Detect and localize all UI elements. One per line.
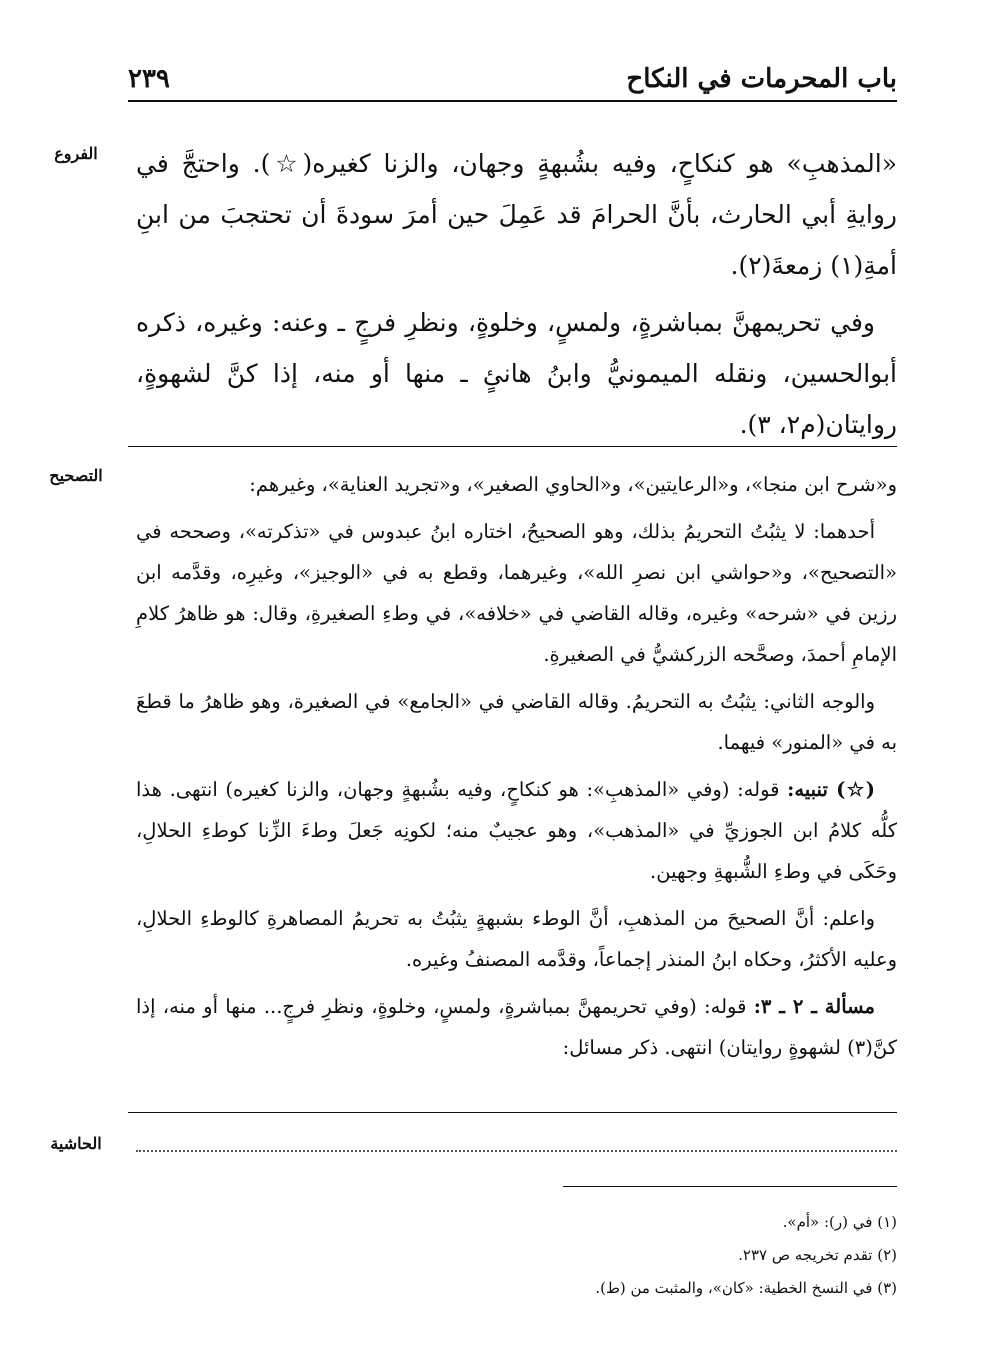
page-number: ٢٣٩ (128, 64, 170, 94)
main-paragraph-2: وفي تحريمهنَّ بمباشرةٍ، ولمسٍ، وخلوةٍ، ونظرِ فرجٍ ـ وعنه: وغيره، ذكره أبوالحسين، ونقله الميمونيُّ وابنُ هانئٍ ـ منها أو منه، إذا كنَّ لشهوةٍ، روايتان(م٢، ٣). (136, 308, 897, 439)
correction-paragraph-5: واعلم: أنَّ الصحيحَ من المذهبِ، أنَّ الوطء بشبهةٍ يثبُتُ به تحريمُ المصاهرةِ كالوطءِ الحلالِ، وعليه الأكثرُ، وحكاه ابنُ المنذر إجماعاً، وقدَّمه المصنفُ وغيره. (136, 907, 897, 971)
header-rule (128, 100, 897, 102)
section-rule-1 (128, 446, 897, 447)
footnote-rule (563, 1186, 897, 1187)
footnote-2: (٢) تقدم تخريجه ص ٢٣٧. (738, 1246, 897, 1264)
correction-paragraph-6 (136, 986, 897, 1068)
main-text (136, 138, 897, 450)
footnotes (136, 1206, 897, 1305)
correction-text (136, 464, 897, 1068)
correction-paragraph-3: والوجه الثاني: يثبُتُ به التحريمُ. وقاله القاضي في «الجامع» في الصغيرة، وهو ظاهرُ ما قطعَ به في «المنور» فيهما. (136, 690, 897, 754)
hashiya-dotted-line (136, 1150, 897, 1152)
masala-text: قوله: (وفي تحريمهنَّ بمباشرةٍ، ولمسٍ، وخلوةٍ، ونظرِ فرجٍ... منها أو منه، إذا كنَّ(٣) لشهوةٍ روايتان) انتهى. ذكر مسائل: (136, 995, 897, 1059)
running-header-title: باب المحرمات في النكاح (626, 64, 897, 94)
correction-paragraph-1: و«شرح ابن منجا»، و«الرعايتين»، و«الحاوي الصغير»، و«تجريد العناية»، وغيرهم: (249, 473, 897, 496)
margin-label-tashih: التصحيح (49, 466, 103, 485)
footnote-1: (١) في (ر): «أم». (782, 1213, 897, 1231)
masala-label: مسألة ـ ٢ ـ ٣: (753, 995, 875, 1018)
main-paragraph-1: «المذهبِ» هو كنكاحٍ، وفيه بشُبهةٍ وجهان، والزنا كغيره(☆). واحتجَّ في روايةِ أبي الحارث، بأنَّ الحرامَ قد عَمِلَ حين أمرَ سودةَ أن تحتجبَ من ابنِ أمةِ(١) زمعةَ(٢). (136, 149, 897, 280)
margin-label-furu: الفروع (54, 144, 98, 163)
correction-paragraph-4 (136, 769, 897, 892)
tanbih-text: قوله: (وفي «المذهبِ»: هو كنكاحٍ، وفيه بشُبهةٍ وجهان، والزنا كغيره) انتهى. هذا كلُّه كلامُ ابن الجوزيِّ في «المذهب»، وهو عجيبٌ منه؛ لكونِه جَعلَ وطءَ الزِّنا كوطءِ الحلالِ، وحَكَى في وطءِ الشُّبهةِ وجهين. (136, 778, 897, 883)
correction-paragraph-2: أحدهما: لا يثبُتُ التحريمُ بذلك، وهو الصحيحُ، اختاره ابنُ عبدوس في «تذكرته»، وصححه في «التصحيح»، و«حواشي ابن نصرِ الله»، وغيرهما، وقطع به في «الوجيز»، وغيرِه، وقدَّمه ابن رزين في «شرحه» وغيره، وقاله القاضي في «خلافه»، في وطءِ الصغيرةِ، وقال: هو ظاهرُ كلامِ الإمامِ أحمدَ، وصحَّحه الزركشيُّ في الصغيرةِ. (136, 520, 897, 666)
footnote-3: (٣) في النسخ الخطية: «كان»، والمثبت من (ط). (595, 1279, 897, 1297)
section-rule-2 (128, 1112, 897, 1113)
tanbih-label: (☆) تنبيه: (787, 778, 875, 801)
margin-label-hashiya: الحاشية (50, 1134, 102, 1153)
